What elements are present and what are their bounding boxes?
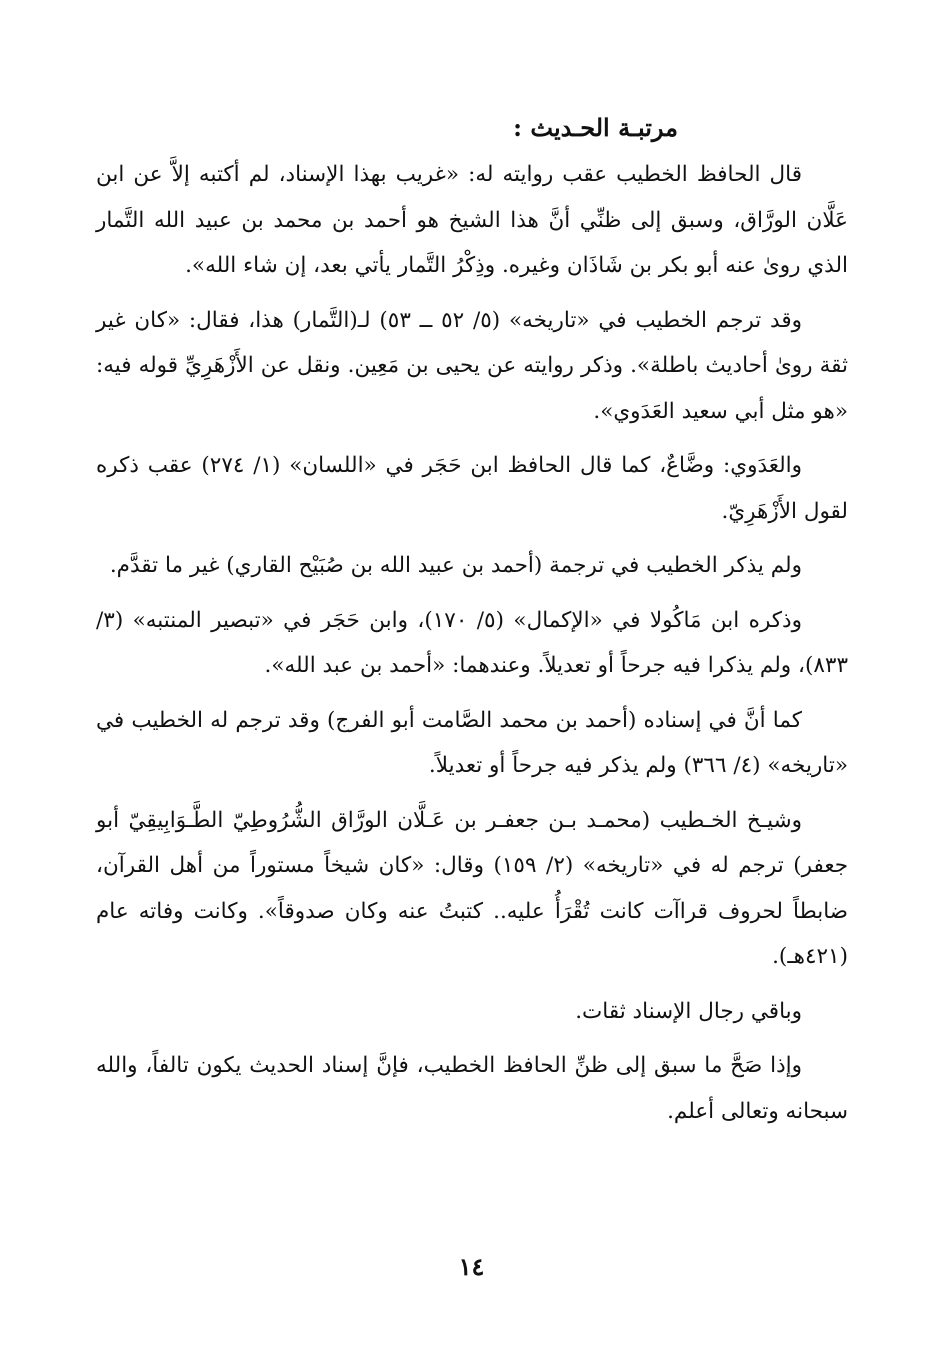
paragraph-samit: كما أنَّ في إسناده (أحمد بن محمد الصَّامت أبو الفرج) وقد ترجم له الخطيب في «تاريخه» (٤/ ٣٦٦) ولم يذكر فيه جرحاً أو تعديلاً. xyxy=(96,707,848,778)
paragraph-shaykh-khatib: وشيـخ الخـطيب (محمـد بـن جعفـر بن عَـلَّان الورَّاق الشُّرُوطِيّ الطَّـوَابِيقِيّ أبو جعفر) ترجم له في «تاريخه» (٢/ ١٥٩) وقال: «كان شيخاً مستوراً من أهل القرآن، ضابطاً لحروف قراآت كانت تُقْرَأُ عليه.. كتبتُ عنه وكان صدوقاً». وكانت وفاته عام (٤٢١هـ). xyxy=(96,807,849,969)
paragraph-conclusion: وإذا صَحَّ ما سبق إلى ظنِّ الحافظ الخطيب، فإنَّ إسناد الحديث يكون تالفاً، والله سبحانه وتعالى أعلم. xyxy=(96,1053,848,1124)
paragraph-ibn-makula: وذكره ابن مَاكُولا في «الإكمال» (٥/ ١٧٠)، وابن حَجَر في «تبصير المنتبه» (٣/ ٨٣٣)، ولم يذكرا فيه جرحاً أو تعديلاً. وعندهما: «أحمد بن عبد الله». xyxy=(96,607,848,678)
paragraph-remaining-narrators: وباقي رجال الإسناد ثقات. xyxy=(575,998,802,1024)
page-body xyxy=(96,108,848,1143)
paragraph-adawi: والعَدَوي: وضَّاعٌ، كما قال الحافظ ابن حَجَر في «اللسان» (١/ ٢٧٤) عقب ذكره لقول الأَزْهَرِيّ. xyxy=(96,453,848,524)
paragraph-khatib-statement: قال الحافظ الخطيب عقب روايته له: «غريب بهذا الإسناد، لم أكتبه إلاَّ عن ابن عَلَّان الورَّاق، وسبق إلى ظنِّي أنَّ هذا الشيخ هو أحمد بن محمد بن عبيد الله التَّمار الذي روىٰ عنه أبو بكر بن شَاذَان وغيره. وذِكْرُ التَّمار يأتي بعد، إن شاء الله». xyxy=(96,162,848,278)
section-heading: مرتبـة الحـديث : xyxy=(513,113,678,142)
paragraph-qari: ولم يذكر الخطيب في ترجمة (أحمد بن عبيد الله بن صُبَيْح القاري) غير ما تقدَّم. xyxy=(109,553,802,578)
paragraph-tammar-biography: وقد ترجم الخطيب في «تاريخه» (٥/ ٥٢ ــ ٥٣) لـ(التَّمار) هذا، فقال: «كان غير ثقة روىٰ أحاديث باطلة». وذكر روايته عن يحيى بن مَعِين. ونقل عن الأَزْهَرِيِّ قوله فيه: «هو مثل أبي سعيد العَدَوي». xyxy=(96,307,848,424)
page-number: ١٤ xyxy=(458,1252,485,1281)
